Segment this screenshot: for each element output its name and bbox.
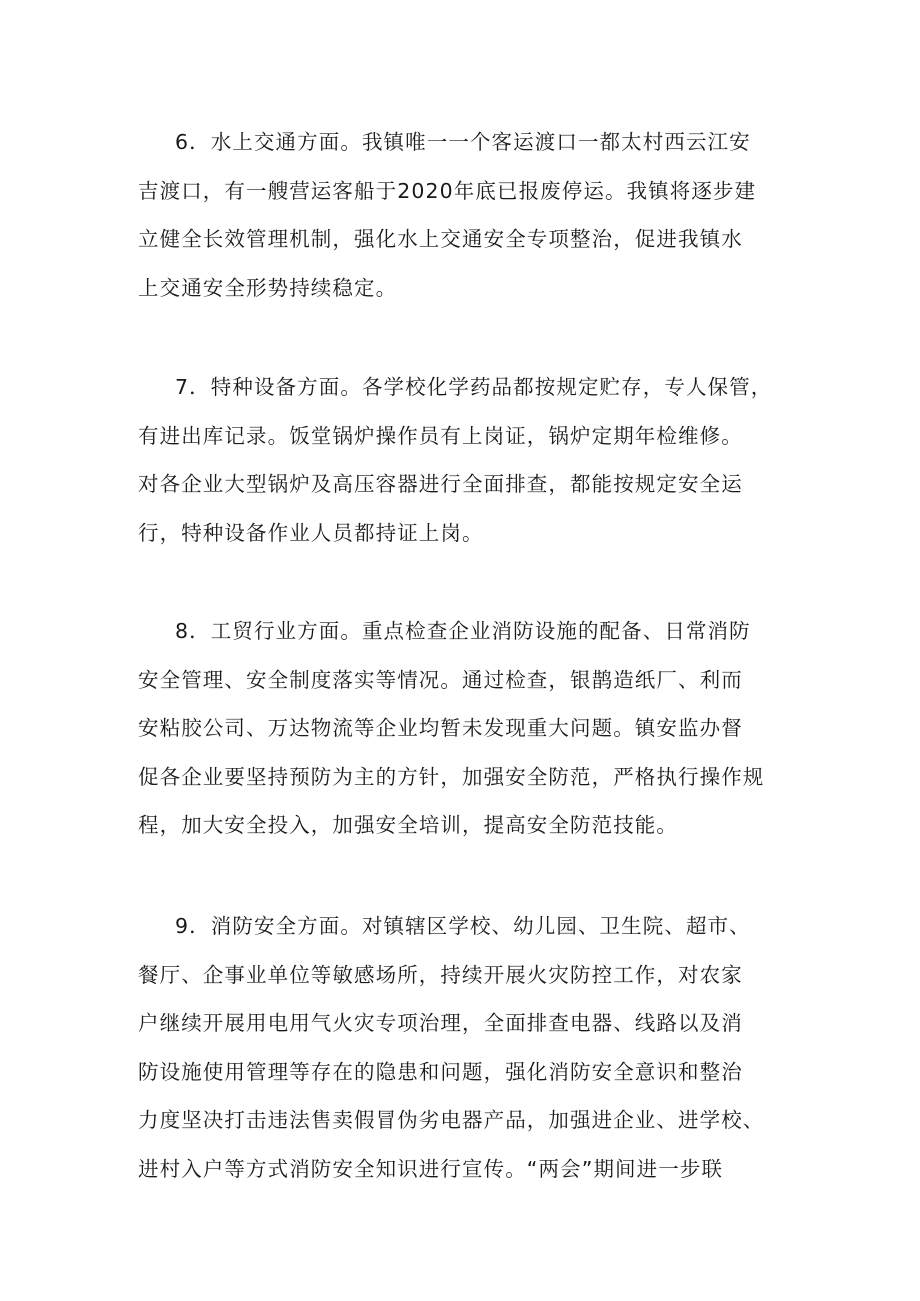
paragraph-special-equipment xyxy=(138,363,810,557)
text-line: 行，特种设备作业人员都持证上岗。 xyxy=(138,520,484,545)
text-line: 餐厅、企事业单位等敏感场所，持续开展火灾防控工作，对农家 xyxy=(138,962,743,987)
text-line: 进村入户等方式消防安全知识进行宣传。“两会”期间进一步联 xyxy=(138,1156,724,1181)
paragraph-industry-trade xyxy=(138,607,810,850)
text-line: 9．消防安全方面。对镇辖区学校、幼儿园、卫生院、超市、 xyxy=(175,914,751,938)
text-line: 防设施使用管理等存在的隐患和问题，强化消防安全意识和整治 xyxy=(138,1059,743,1084)
text-line: 上交通安全形势持续稳定。 xyxy=(138,275,398,300)
text-line: 对各企业大型锅炉及高压容器进行全面排查，都能按规定安全运 xyxy=(138,472,743,496)
text-line: 力度坚决打击违法售卖假冒伪劣电器产品，加强进企业、进学校、 xyxy=(138,1108,765,1132)
text-line: 6．水上交通方面。我镇唯一一个客运渡口一都太村西云江安 xyxy=(175,130,751,154)
text-line: 8．工贸行业方面。重点检查企业消防设施的配备、日常消防 xyxy=(175,619,751,643)
text-line: 有进出库记录。饭堂锅炉操作员有上岗证，锅炉定期年检维修。 xyxy=(138,423,743,448)
text-line: 立健全长效管理机制，强化水上交通安全专项整治，促进我镇水 xyxy=(138,227,743,251)
paragraph-fire-safety xyxy=(138,902,810,1193)
text-line: 程，加大安全投入，加强安全培训，提高安全防范技能。 xyxy=(138,813,678,837)
text-line: 7．特种设备方面。各学校化学药品都按规定贮存，专人保管， xyxy=(175,375,773,399)
text-line: 促各企业要坚持预防为主的方针，加强安全防范，严格执行操作规 xyxy=(138,764,765,789)
text-line: 安全管理、安全制度落实等情况。通过检查，银鹊造纸厂、利而 xyxy=(138,667,743,692)
text-line: 吉渡口，有一艘营运客船于2020年底已报废停运。我镇将逐步建 xyxy=(138,178,757,203)
text-line: 户继续开展用电用气火灾专项治理，全面排查电器、线路以及消 xyxy=(138,1011,743,1035)
paragraph-water-traffic xyxy=(138,118,810,312)
text-line: 安粘胶公司、万达物流等企业均暂未发现重大问题。镇安监办督 xyxy=(138,716,743,740)
